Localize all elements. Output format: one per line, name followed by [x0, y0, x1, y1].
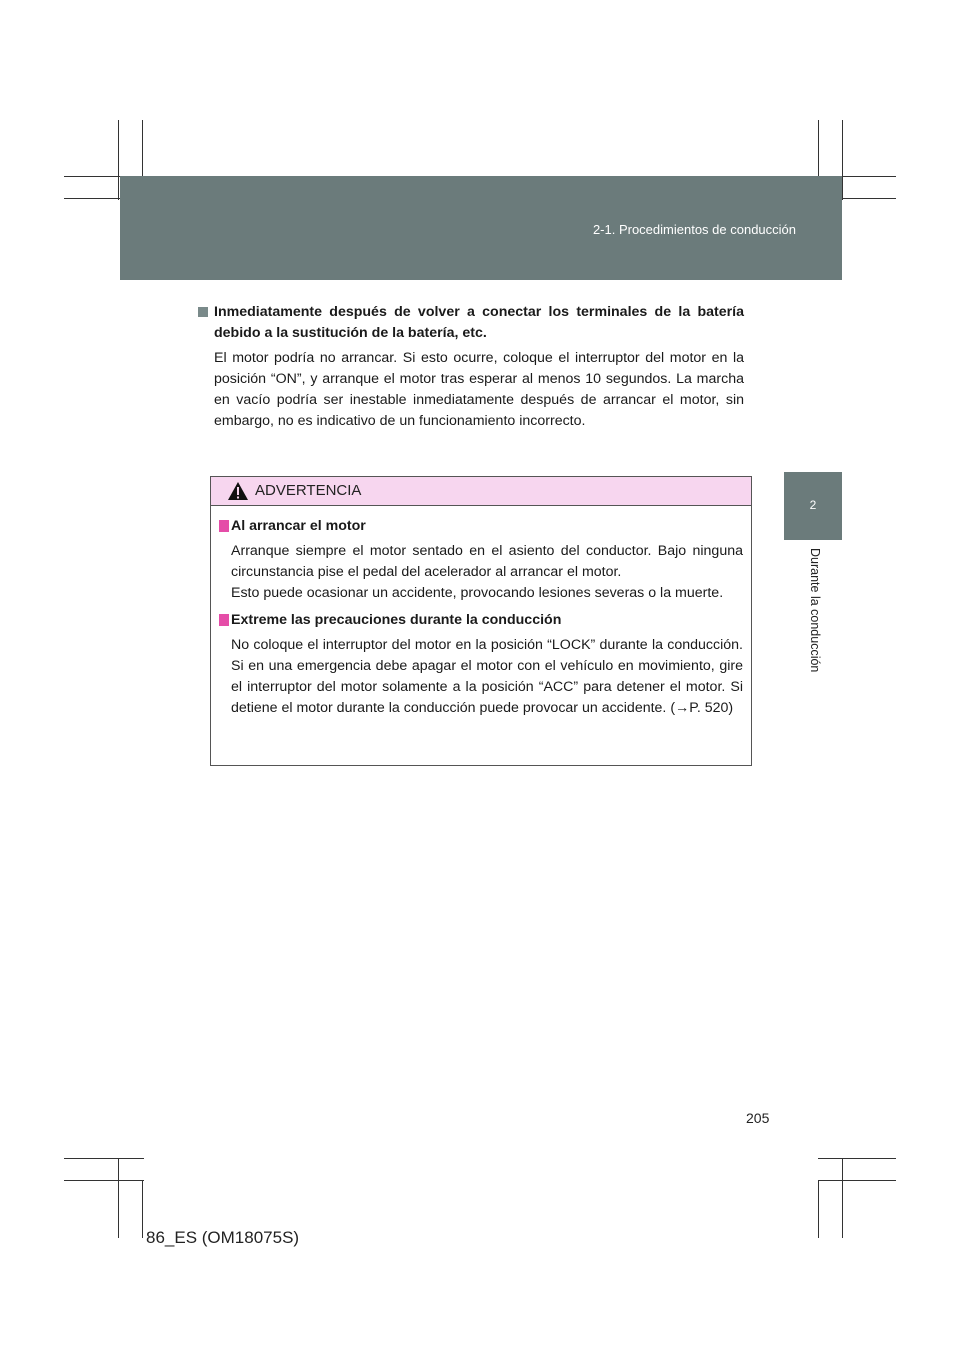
warning-header	[211, 477, 751, 506]
main-content	[214, 302, 744, 432]
chapter-tab	[784, 472, 842, 540]
section-heading-text: Inmediatamente después de volver a conectar los terminales de la batería debido a la sustitución de la batería, etc.	[214, 304, 744, 341]
crop-mark	[842, 120, 843, 200]
warning-heading-1-text: Al arrancar el motor	[231, 518, 366, 534]
pink-square-bullet-icon	[219, 614, 229, 626]
crop-mark	[64, 1180, 144, 1181]
warning-paragraph	[219, 583, 743, 604]
section-heading	[198, 302, 744, 344]
section-title: 2-1. Procedimientos de conducción	[592, 222, 796, 237]
chapter-number: 2	[809, 498, 817, 512]
warning-line: No coloque el interruptor del motor en la posición “LOCK” durante la conducción. Si en una emergencia debe apagar el motor con el vehículo en movimiento, gire el interruptor del motor solamente a la posición “ACC” para detener el motor. Si detiene el motor durante la conducción puede provocar un accidente. (→P. 520)	[231, 637, 743, 716]
crop-mark	[142, 1180, 143, 1238]
warning-triangle-icon	[227, 481, 249, 501]
section-paragraph	[198, 348, 744, 432]
square-bullet-icon	[198, 307, 208, 317]
warning-paragraph	[219, 635, 743, 719]
page-number: 205	[746, 1110, 770, 1126]
crop-mark	[842, 1158, 843, 1238]
crop-mark	[818, 1158, 896, 1159]
warning-title: ADVERTENCIA	[255, 482, 362, 499]
warning-line: Arranque siempre el motor sentado en el asiento del conductor. Bajo ninguna circunstancia pise el pedal del acelerador al arrancar el motor.	[231, 543, 743, 580]
header-band	[120, 176, 842, 280]
warning-heading-2	[219, 610, 743, 631]
section-paragraph-text: El motor podría no arrancar. Si esto ocurre, coloque el interruptor del motor en la posición “ON”, y arranque el motor tras esperar al menos 10 segundos. La marcha en vacío podría ser inestable inmediatamente después de arrancar el motor, sin embargo, no es indicativo de un funcionamiento incorrecto.	[214, 350, 744, 429]
crop-mark	[118, 120, 119, 200]
pink-square-bullet-icon	[219, 520, 229, 532]
warning-heading-2-text: Extreme las precauciones durante la conducción	[231, 612, 562, 628]
warning-line: Esto puede ocasionar un accidente, provocando lesiones severas o la muerte.	[231, 585, 724, 601]
crop-mark	[818, 1180, 819, 1238]
warning-box	[210, 476, 752, 766]
warning-paragraph	[219, 541, 743, 583]
warning-heading-1	[219, 516, 743, 537]
document-code: 86_ES (OM18075S)	[146, 1228, 300, 1247]
crop-mark	[64, 1158, 144, 1159]
warning-body	[211, 506, 751, 719]
crop-mark	[818, 1180, 896, 1181]
crop-mark	[118, 1158, 119, 1238]
chapter-label	[802, 548, 822, 698]
chapter-label-text: Durante la conducción	[808, 548, 822, 673]
